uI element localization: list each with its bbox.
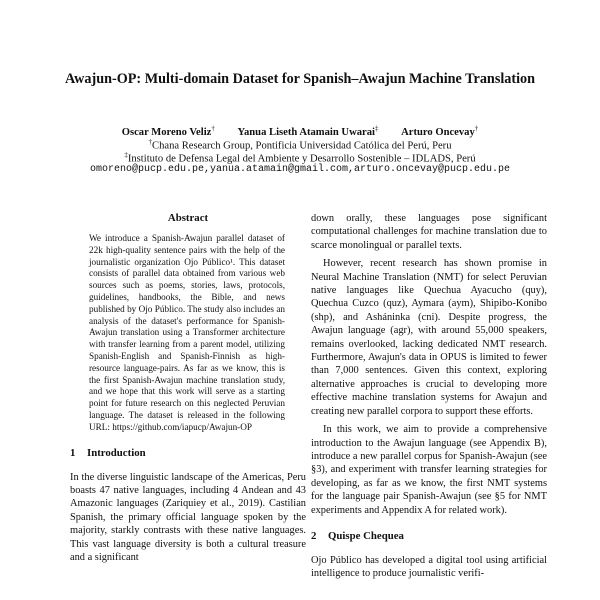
paragraph: down orally, these languages pose significant computational challenges for machine translation due to scarce monolingual or parallel texts.	[311, 213, 547, 251]
paragraph: In this work, we aim to provide a comprehensive introduction to the Awajun language (see Appendix B), introduce a new parallel corpus for Spanish-Awajun (see §3), and experiment with transfer learning strategies for developing, as far as we know, the first NMT systems for the language pair Spanish-Awajun (see §5 for NMT experiments and Appendix A for related work).	[311, 424, 547, 516]
left-column	[70, 212, 306, 564]
author: Oscar Moreno Veliz†	[121, 124, 215, 138]
affiliation: ‡Instituto de Defensa Legal del Ambiente y Desarrollo Sostenible – IDLADS, Perú	[124, 151, 476, 165]
author-emails: omoreno@pucp.edu.pe,yanua.atamain@gmail.com,arturo.oncevay@pucp.edu.pe	[89, 164, 511, 175]
abstract-text: We introduce a Spanish-Awajun parallel dataset of 22k high-quality sentence pairs with the help of the journalistic organization Ojo Público¹. This dataset consists of parallel data obtained from various web sources such as poems, stories, laws, protocols, guidelines, handbooks, the Bible, and news published by Ojo Público. The study also includes an analysis of the dataset's performance for Spanish-Awajun translation using a Transformer architecture with transfer learning from a parent model, utilizing Spanish-English and Spanish-Finnish as high-resource language-pairs. As far as we know, this is the first Spanish-Awajun machine translation study, and we hope that this work will serve as a starting point for future research on this neglected Peruvian language. The dataset is released in the following URL: https://github.com/iapucp/Awajun-OP	[89, 233, 285, 432]
paper-title: Awajun-OP: Multi-domain Dataset for Spanish–Awajun Machine Translation	[64, 71, 536, 87]
abstract-heading: Abstract	[167, 212, 209, 224]
right-column	[311, 212, 547, 581]
paragraph: However, recent research has shown promise in Neural Machine Translation (NMT) for select Peruvian native languages like Quechua Ayacucho (quy), Quechua Cuzco (quz), Aymara (aym), Shipibo-Konibo (shp), and Asháninka (cni). Despite progress, the Awajun language (agr), with around 55,000 speakers, remains overlooked, lacking dedicated NMT research. Furthermore, Awajun's data in OPUS is limited to fewer than 7,000 sentences. Given this context, exploring alternative approaches is crucial to developing more effective machine translation systems for Awajun and creating new parallel corpora to support these efforts.	[311, 258, 547, 417]
paragraph: In the diverse linguistic landscape of the Americas, Peru boasts 47 native languages, including 4 Andean and 43 Amazonic languages (Zariquiey et al., 2019). Castilian Spanish, the primary official language spoken by the majority, starkly contrasts with these native languages. This vast language diversity is both a cultural treasure and a significant	[70, 471, 306, 563]
affiliation: †Chana Research Group, Pontificia Universidad Católica del Perú, Peru	[148, 138, 452, 152]
section-heading: 2 Quispe Chequea	[311, 529, 404, 542]
author: Arturo Oncevay†	[401, 124, 479, 138]
author: Yanua Liseth Atamain Uwarai‡	[237, 124, 379, 138]
paragraph: Ojo Público has developed a digital tool using artificial intelligence to produce journalistic verifi-	[311, 554, 547, 580]
section-heading: 1 Introduction	[70, 446, 146, 459]
